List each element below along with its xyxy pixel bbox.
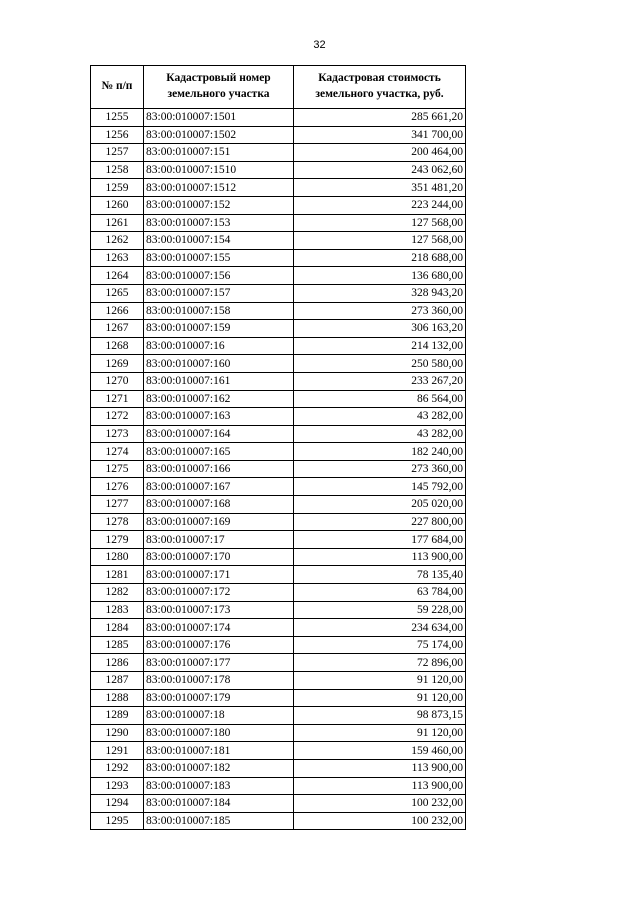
- cadastral-number-cell: 83:00:010007:16: [144, 337, 294, 355]
- table-row: [91, 337, 466, 355]
- cadastral-number-cell: 83:00:010007:161: [144, 372, 294, 390]
- row-number-cell: 1281: [91, 566, 144, 584]
- table-row: [91, 408, 466, 426]
- table-row: [91, 812, 466, 830]
- row-number-cell: 1293: [91, 777, 144, 795]
- cadastral-value-cell: 86 564,00: [294, 390, 466, 408]
- table-row: [91, 284, 466, 302]
- row-number-cell: 1276: [91, 478, 144, 496]
- cadastral-number-cell: 83:00:010007:1510: [144, 161, 294, 179]
- table-row: [91, 707, 466, 725]
- table-row: [91, 109, 466, 127]
- table-row: [91, 496, 466, 514]
- table-header: [91, 66, 466, 109]
- cadastral-value-cell: 273 360,00: [294, 460, 466, 478]
- row-number-cell: 1272: [91, 408, 144, 426]
- row-number-cell: 1280: [91, 548, 144, 566]
- cadastral-value-cell: 328 943,20: [294, 284, 466, 302]
- cadastral-value-cell: 306 163,20: [294, 320, 466, 338]
- cadastral-number-cell: 83:00:010007:174: [144, 619, 294, 637]
- row-number-cell: 1267: [91, 320, 144, 338]
- table-body: [91, 109, 466, 830]
- cadastral-value-cell: 75 174,00: [294, 636, 466, 654]
- table-row: [91, 795, 466, 813]
- table-row: [91, 619, 466, 637]
- row-number-cell: 1262: [91, 232, 144, 250]
- table-row: [91, 654, 466, 672]
- table-row: [91, 672, 466, 690]
- cadastral-number-cell: 83:00:010007:151: [144, 144, 294, 162]
- cadastral-value-cell: 91 120,00: [294, 689, 466, 707]
- table-row: [91, 742, 466, 760]
- cadastral-number-cell: 83:00:010007:179: [144, 689, 294, 707]
- cadastral-number-cell: 83:00:010007:158: [144, 302, 294, 320]
- cadastral-number-cell: 83:00:010007:18: [144, 707, 294, 725]
- cadastral-value-cell: 136 680,00: [294, 267, 466, 285]
- row-number-cell: 1287: [91, 672, 144, 690]
- cadastral-number-cell: 83:00:010007:178: [144, 672, 294, 690]
- cadastral-value-cell: 91 120,00: [294, 724, 466, 742]
- cadastral-value-cell: 177 684,00: [294, 531, 466, 549]
- cadastral-value-cell: 205 020,00: [294, 496, 466, 514]
- table-row: [91, 425, 466, 443]
- table-row: [91, 724, 466, 742]
- row-number-cell: 1295: [91, 812, 144, 830]
- cadastral-value-cell: 273 360,00: [294, 302, 466, 320]
- cadastral-number-cell: 83:00:010007:177: [144, 654, 294, 672]
- table-row: [91, 460, 466, 478]
- table-row: [91, 478, 466, 496]
- cadastral-value-cell: 250 580,00: [294, 355, 466, 373]
- cadastral-number-cell: 83:00:010007:176: [144, 636, 294, 654]
- cadastral-number-cell: 83:00:010007:164: [144, 425, 294, 443]
- cadastral-number-cell: 83:00:010007:154: [144, 232, 294, 250]
- row-number-cell: 1290: [91, 724, 144, 742]
- table-row: [91, 636, 466, 654]
- table-row: [91, 267, 466, 285]
- cadastral-number-cell: 83:00:010007:156: [144, 267, 294, 285]
- cadastral-number-cell: 83:00:010007:163: [144, 408, 294, 426]
- cadastral-number-cell: 83:00:010007:157: [144, 284, 294, 302]
- cadastral-number-cell: 83:00:010007:171: [144, 566, 294, 584]
- cadastral-value-cell: 159 460,00: [294, 742, 466, 760]
- row-number-cell: 1285: [91, 636, 144, 654]
- cadastral-number-cell: 83:00:010007:166: [144, 460, 294, 478]
- table-row: [91, 548, 466, 566]
- cadastral-value-cell: 214 132,00: [294, 337, 466, 355]
- cadastral-value-table: [90, 65, 466, 830]
- table-row: [91, 584, 466, 602]
- cadastral-number-cell: 83:00:010007:170: [144, 548, 294, 566]
- cadastral-value-cell: 285 661,20: [294, 109, 466, 127]
- row-number-cell: 1279: [91, 531, 144, 549]
- cadastral-number-cell: 83:00:010007:162: [144, 390, 294, 408]
- table-row: [91, 372, 466, 390]
- cadastral-value-cell: 113 900,00: [294, 759, 466, 777]
- cadastral-value-cell: 218 688,00: [294, 249, 466, 267]
- cadastral-value-cell: 243 062,60: [294, 161, 466, 179]
- row-number-cell: 1283: [91, 601, 144, 619]
- cadastral-value-cell: 43 282,00: [294, 408, 466, 426]
- table-row: [91, 179, 466, 197]
- cadastral-number-cell: 83:00:010007:180: [144, 724, 294, 742]
- cadastral-value-cell: 100 232,00: [294, 795, 466, 813]
- cadastral-number-cell: 83:00:010007:165: [144, 443, 294, 461]
- cadastral-number-cell: 83:00:010007:1502: [144, 126, 294, 144]
- row-number-cell: 1259: [91, 179, 144, 197]
- table-row: [91, 196, 466, 214]
- row-number-cell: 1261: [91, 214, 144, 232]
- cadastral-number-cell: 83:00:010007:17: [144, 531, 294, 549]
- cadastral-number-cell: 83:00:010007:169: [144, 513, 294, 531]
- cadastral-number-cell: 83:00:010007:184: [144, 795, 294, 813]
- row-number-cell: 1282: [91, 584, 144, 602]
- cadastral-value-cell: 351 481,20: [294, 179, 466, 197]
- cadastral-value-cell: 113 900,00: [294, 777, 466, 795]
- cadastral-value-cell: 100 232,00: [294, 812, 466, 830]
- cadastral-value-cell: 341 700,00: [294, 126, 466, 144]
- cadastral-number-cell: 83:00:010007:1501: [144, 109, 294, 127]
- table-row: [91, 161, 466, 179]
- cadastral-value-cell: 227 800,00: [294, 513, 466, 531]
- row-number-cell: 1258: [91, 161, 144, 179]
- cadastral-number-cell: 83:00:010007:1512: [144, 179, 294, 197]
- cadastral-value-cell: 91 120,00: [294, 672, 466, 690]
- row-number-cell: 1291: [91, 742, 144, 760]
- table-row: [91, 759, 466, 777]
- row-number-cell: 1284: [91, 619, 144, 637]
- cadastral-value-cell: 72 896,00: [294, 654, 466, 672]
- table-row: [91, 232, 466, 250]
- cadastral-number-cell: 83:00:010007:152: [144, 196, 294, 214]
- row-number-cell: 1269: [91, 355, 144, 373]
- row-number-cell: 1288: [91, 689, 144, 707]
- row-number-cell: 1278: [91, 513, 144, 531]
- cadastral-number-cell: 83:00:010007:168: [144, 496, 294, 514]
- table-row: [91, 777, 466, 795]
- row-number-cell: 1289: [91, 707, 144, 725]
- row-number-cell: 1265: [91, 284, 144, 302]
- cadastral-number-cell: 83:00:010007:153: [144, 214, 294, 232]
- cadastral-value-cell: 43 282,00: [294, 425, 466, 443]
- table-row: [91, 601, 466, 619]
- cadastral-value-cell: 127 568,00: [294, 214, 466, 232]
- row-number-cell: 1271: [91, 390, 144, 408]
- cadastral-value-cell: 113 900,00: [294, 548, 466, 566]
- cadastral-value-cell: 223 244,00: [294, 196, 466, 214]
- row-number-cell: 1273: [91, 425, 144, 443]
- cadastral-number-cell: 83:00:010007:181: [144, 742, 294, 760]
- header-cadastral-value: Кадастровая стоимость земельного участка, руб.: [294, 66, 466, 109]
- table-row: [91, 355, 466, 373]
- table-row: [91, 390, 466, 408]
- cadastral-number-cell: 83:00:010007:182: [144, 759, 294, 777]
- row-number-cell: 1256: [91, 126, 144, 144]
- row-number-cell: 1266: [91, 302, 144, 320]
- cadastral-number-cell: 83:00:010007:155: [144, 249, 294, 267]
- cadastral-value-cell: 200 464,00: [294, 144, 466, 162]
- row-number-cell: 1294: [91, 795, 144, 813]
- table-row: [91, 566, 466, 584]
- table-row: [91, 689, 466, 707]
- cadastral-number-cell: 83:00:010007:185: [144, 812, 294, 830]
- cadastral-value-cell: 182 240,00: [294, 443, 466, 461]
- page-number: 32: [313, 39, 326, 51]
- cadastral-number-cell: 83:00:010007:159: [144, 320, 294, 338]
- cadastral-value-cell: 234 634,00: [294, 619, 466, 637]
- table-row: [91, 249, 466, 267]
- header-row-number: № п/п: [91, 66, 144, 109]
- row-number-cell: 1268: [91, 337, 144, 355]
- table-row: [91, 214, 466, 232]
- table-row: [91, 443, 466, 461]
- cadastral-number-cell: 83:00:010007:172: [144, 584, 294, 602]
- table-row: [91, 531, 466, 549]
- cadastral-value-cell: 78 135,40: [294, 566, 466, 584]
- table-row: [91, 144, 466, 162]
- cadastral-value-cell: 63 784,00: [294, 584, 466, 602]
- row-number-cell: 1277: [91, 496, 144, 514]
- row-number-cell: 1255: [91, 109, 144, 127]
- row-number-cell: 1270: [91, 372, 144, 390]
- row-number-cell: 1264: [91, 267, 144, 285]
- header-row: [91, 66, 466, 109]
- row-number-cell: 1260: [91, 196, 144, 214]
- row-number-cell: 1275: [91, 460, 144, 478]
- table-row: [91, 320, 466, 338]
- cadastral-value-cell: 233 267,20: [294, 372, 466, 390]
- cadastral-value-cell: 98 873,15: [294, 707, 466, 725]
- cadastral-value-cell: 127 568,00: [294, 232, 466, 250]
- row-number-cell: 1274: [91, 443, 144, 461]
- row-number-cell: 1257: [91, 144, 144, 162]
- table-row: [91, 513, 466, 531]
- table-row: [91, 126, 466, 144]
- row-number-cell: 1263: [91, 249, 144, 267]
- row-number-cell: 1292: [91, 759, 144, 777]
- row-number-cell: 1286: [91, 654, 144, 672]
- cadastral-number-cell: 83:00:010007:173: [144, 601, 294, 619]
- table-row: [91, 302, 466, 320]
- header-cadastral-number: Кадастровый номер земельного участка: [144, 66, 294, 109]
- cadastral-value-cell: 59 228,00: [294, 601, 466, 619]
- cadastral-number-cell: 83:00:010007:167: [144, 478, 294, 496]
- cadastral-value-cell: 145 792,00: [294, 478, 466, 496]
- cadastral-number-cell: 83:00:010007:160: [144, 355, 294, 373]
- cadastral-number-cell: 83:00:010007:183: [144, 777, 294, 795]
